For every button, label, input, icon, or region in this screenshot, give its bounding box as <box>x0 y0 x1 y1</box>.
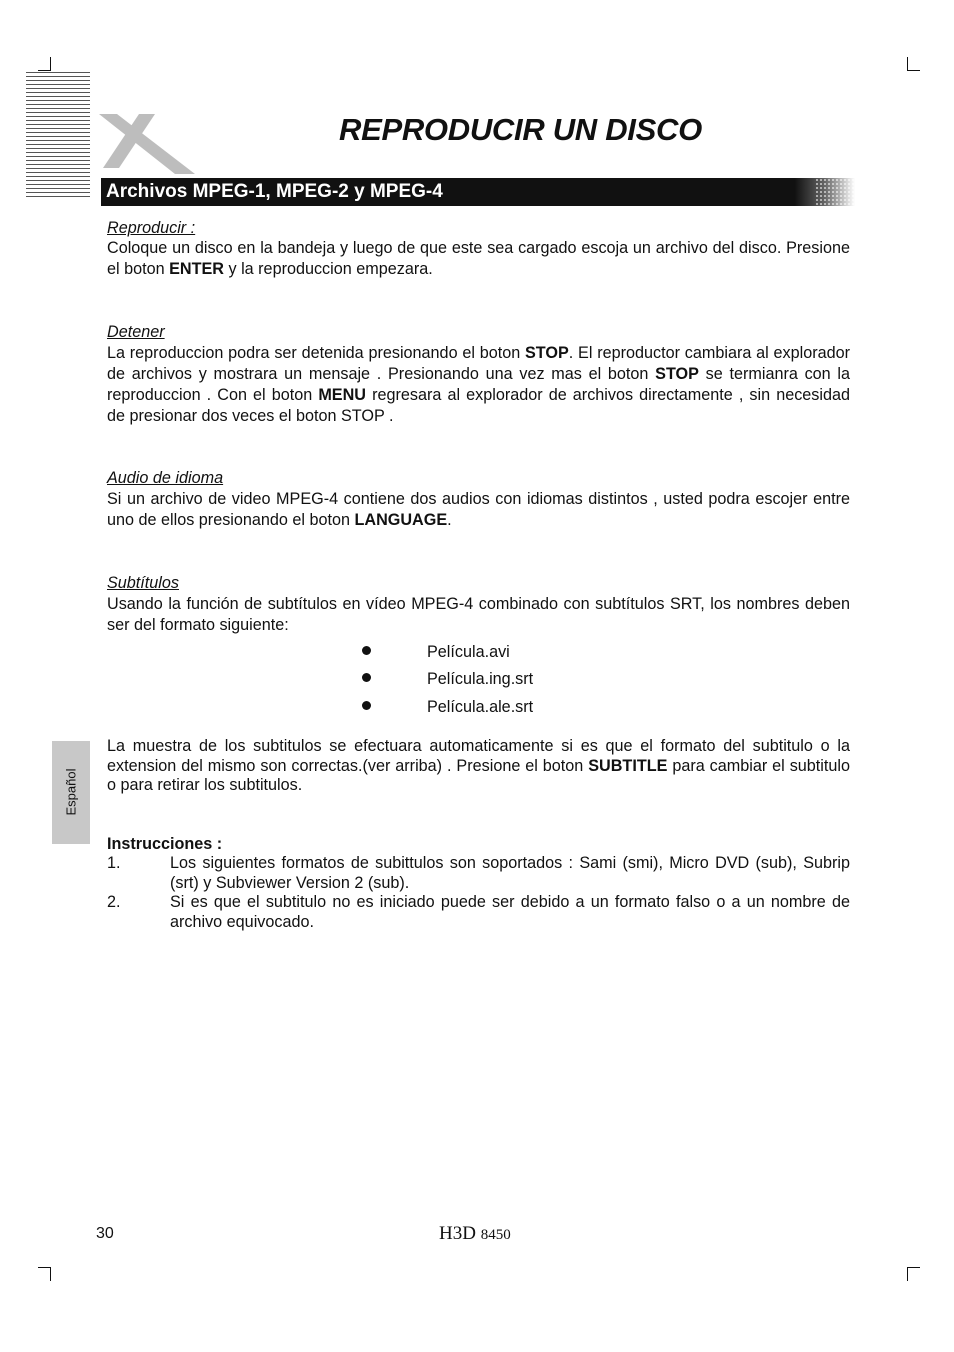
audio-heading: Audio de idioma <box>107 469 224 487</box>
audio-paragraph: Si un archivo de video MPEG-4 contiene dos audios con idiomas distintos , usted podra escojer entre uno de ellos presionando el boton LANGUAGE. <box>107 490 850 529</box>
instruction-item: Los siguientes formatos de subittulos son soportados : Sami (smi), Micro DVD (sub), Subrip (srt) y Subviewer Version 2 (sub). <box>170 854 850 892</box>
reproducir-heading: Reproducir : <box>107 219 196 237</box>
crop-mark-top-right-h <box>907 70 920 71</box>
crop-mark-bottom-right <box>907 1267 920 1268</box>
bullet-icon <box>362 646 371 655</box>
footer-logo <box>439 1223 511 1245</box>
subtitulos-paragraph: Usando la función de subtítulos en vídeo MPEG-4 combinado con subtítulos SRT, los nombres deben ser del formato siguiente: <box>107 595 850 634</box>
x-logo-icon <box>95 95 199 176</box>
crop-mark-bottom-right-v <box>907 1267 908 1281</box>
language-label: Español <box>63 768 79 816</box>
header-stripes <box>26 72 90 200</box>
crop-mark-top-left-h <box>38 70 51 71</box>
page-title: REPRODUCIR UN DISCO <box>339 112 702 147</box>
crop-mark-top-left <box>50 57 51 71</box>
subtitulos-paragraph-2: La muestra de los subtitulos se efectuara automaticamente si es que el formato del subtitulo o la extension del mismo son correctas.(ver arriba) . Presione el boton SUBTITLE para cambiar el subtitulo o para retirar los subtitulos. <box>107 737 851 794</box>
bullet-icon <box>362 673 371 682</box>
page-number: 30 <box>96 1225 114 1242</box>
section-bar-dots <box>815 178 855 206</box>
detener-heading: Detener <box>107 323 165 341</box>
brand-name: H3D <box>439 1223 476 1244</box>
list-number: 2. <box>107 893 121 911</box>
bullet-icon <box>362 701 371 710</box>
crop-mark-top-right <box>907 57 908 71</box>
section-bar <box>101 178 855 206</box>
instrucciones-heading: Instrucciones : <box>107 835 223 853</box>
language-side-tab <box>52 741 90 844</box>
reproducir-paragraph: Coloque un disco en la bandeja y luego de que este sea cargado escoja un archivo del disco. Presione el boton ENTER y la reproduccion empezara. <box>107 239 850 278</box>
section-title: Archivos MPEG-1, MPEG-2 y MPEG-4 <box>106 181 443 202</box>
logo-letter: X <box>95 95 106 112</box>
subtitulos-heading: Subtítulos <box>107 574 179 592</box>
model-number: 8450 <box>480 1227 511 1243</box>
crop-mark-bottom-left-v <box>50 1267 51 1281</box>
list-number: 1. <box>107 854 121 872</box>
detener-paragraph: La reproduccion podra ser detenida presionando el boton STOP. El reproductor cambiara al explorador de archivos y mostrara un mensaje . Presionando una vez mas el boton STOP se termianra con la reproduccion . Con el boton MENU regresara al explorador de archivos directamente , sin necesidad de presionar dos veces el boton STOP . <box>107 344 851 425</box>
instruction-item: Si es que el subtitulo no es iniciado puede ser debido a un formato falso o a un nombre de archivo equivocado. <box>170 893 850 931</box>
